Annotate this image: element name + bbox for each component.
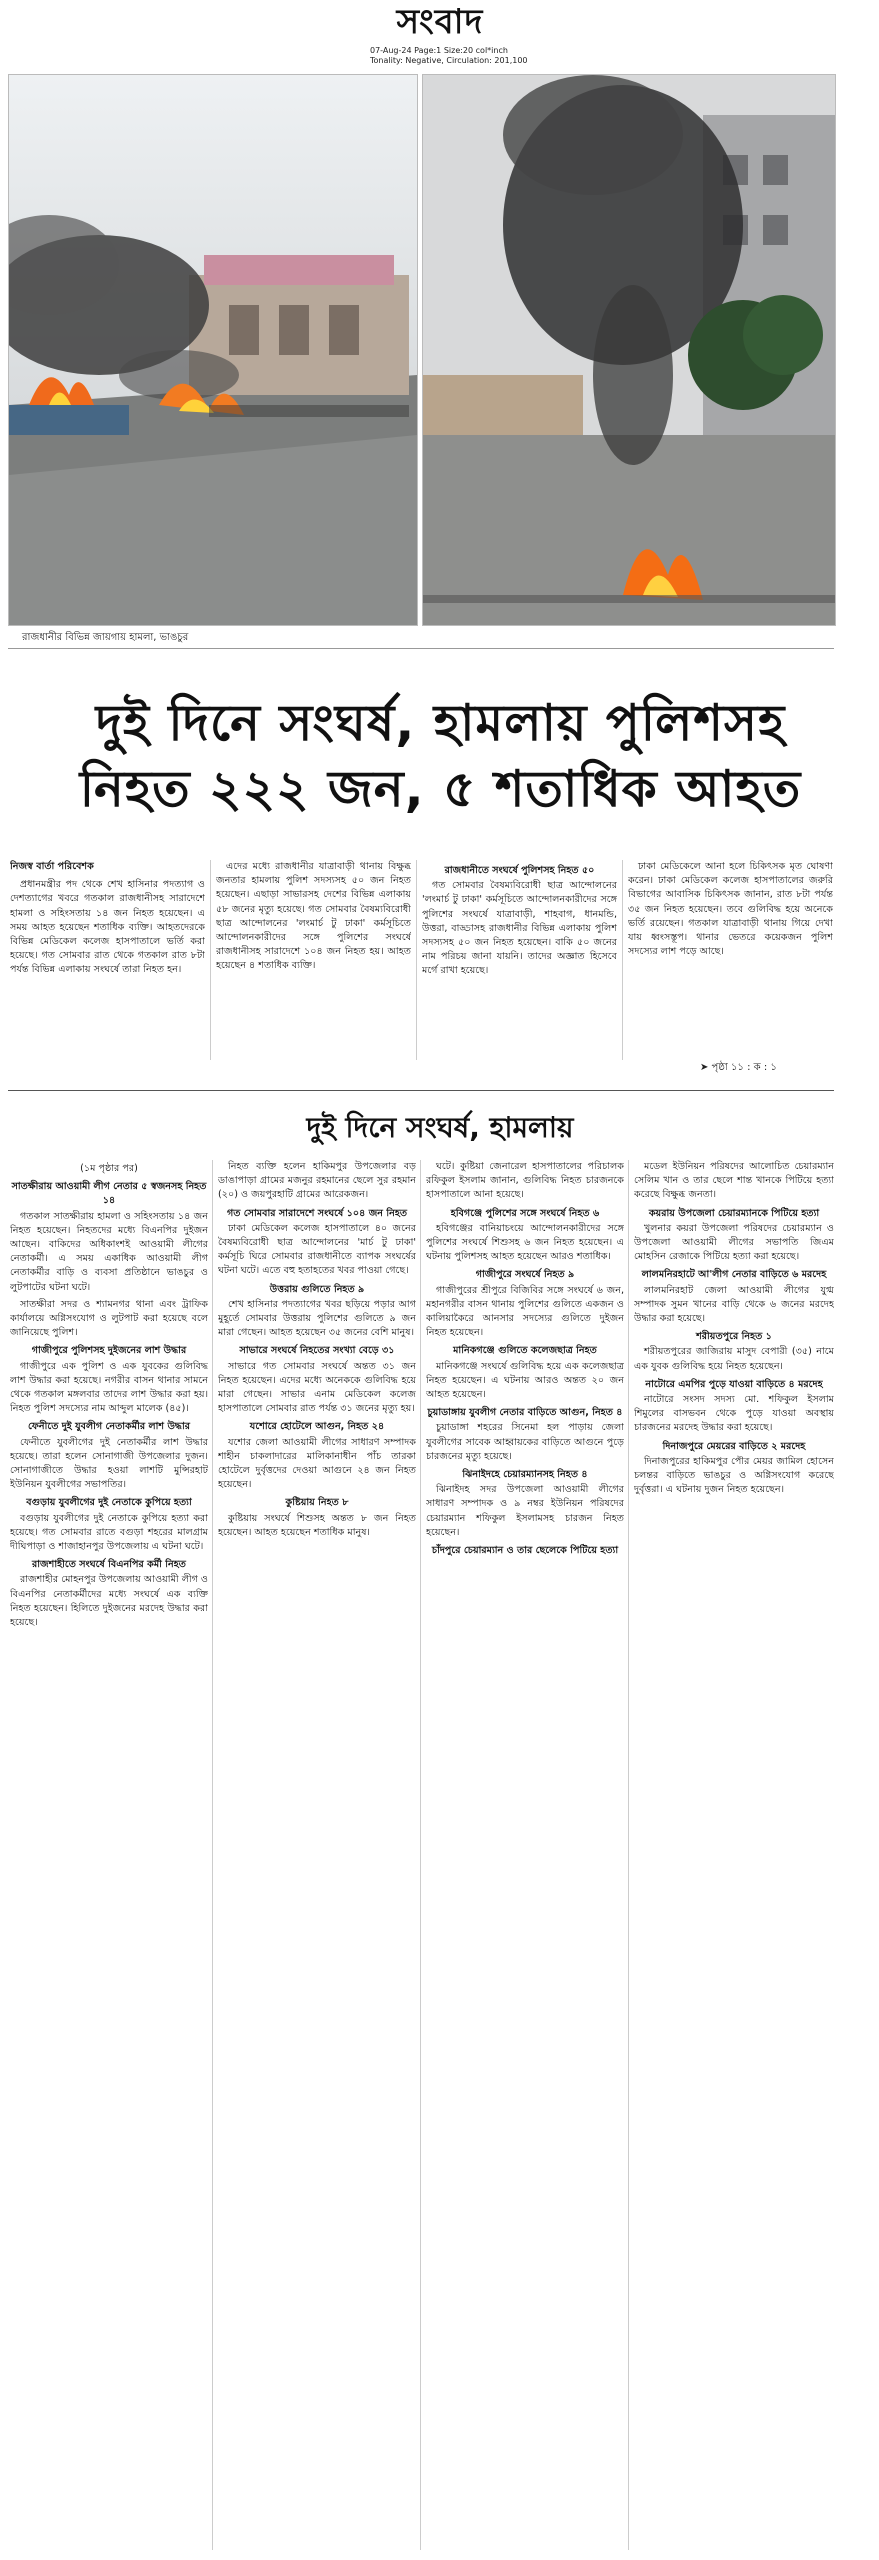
continuation-headline: দুই দিনে সংঘর্ষ, হামলায় <box>306 1111 574 1144</box>
headline-line1: দুই দিনে সংঘর্ষ, হামলায় পুলিশসহ <box>95 694 786 752</box>
article-paragraph: মানিকগঞ্জে সংঘর্ষে গুলিবিদ্ধ হয়ে এক কলেজছাত্র নিহত হয়েছেন। এ ঘটনায় আরও অন্তত ২০ জন আহত হয়েছেন। <box>426 1360 624 1401</box>
article-paragraph: গতকাল সাতক্ষীরায় হামলা ও সহিংসতায় ১৪ জন নিহত হয়েছেন। নিহতদের মধ্যে বিএনপির দুইজন আছেন। বাকিদের অধিকাংশই আওয়ামী লীগের নেতাকর্মী। এ সময় একাধিক আওয়ামী লীগ নেতাকর্মীর বাড়ি ও ব্যবসা প্রতিষ্ঠানে ভাঙচুর ও লুটপাটের ঘটনা ঘটে। <box>10 1210 208 1293</box>
continuation-marker: ➤ পৃষ্ঠা ১১ : ক : ১ <box>700 1062 777 1073</box>
lower-column-2 <box>218 1160 416 2550</box>
divider-top <box>8 648 834 649</box>
section-subheading: যশোরে হোটেলে আগুন, নিহত ২৪ <box>249 1421 385 1433</box>
photo-caption: রাজধানীর বিভিন্ন জায়গায় হামলা, ভাঙচুর <box>22 632 189 643</box>
article-paragraph: গাজীপুরে এক পুলিশ ও এক যুবকের গুলিবিদ্ধ লাশ উদ্ধার করা হয়েছে। নগরীর বাসন থানার সামনে থেকে গতকাল মঙ্গলবার তাদের লাশ উদ্ধার করা হয়। নিহত পুলিশ সদস্যের নাম আব্দুল মালেক (৪৫)। <box>10 1360 208 1415</box>
section-subheading: লালমনিরহাটে আ'লীগ নেতার বাড়িতে ৬ মরদেহ <box>641 1269 827 1281</box>
main-headline <box>18 690 863 822</box>
article-paragraph: গাজীপুরের শ্রীপুরে বিজিবির সঙ্গে সংঘর্ষে ৬ জন, মহানগরীর বাসন থানায় পুলিশের গুলিতে একজন ও কালিয়াকৈরে আনসার সদস্যের গুলিতে দুইজন নিহত হয়েছেন। <box>426 1284 624 1339</box>
upper-column-1 <box>10 860 205 1050</box>
upper-column-4 <box>628 860 833 1050</box>
section-subheading: মানিকগঞ্জে গুলিতে কলেজছাত্র নিহত <box>453 1345 597 1357</box>
article-paragraph: মডেল ইউনিয়ন পরিষদের আলোচিত চেয়ারম্যান সেলিম খান ও তার ছেলে শান্ত খানকে পিটিয়ে হত্যা করেছে বিক্ষুব্ধ জনতা। <box>634 1161 834 1201</box>
section-subheading: হবিগঞ্জে পুলিশের সঙ্গে সংঘর্ষে নিহত ৬ <box>450 1207 600 1219</box>
article-paragraph: নিহত ব্যক্তি হলেন হাকিমপুর উপজেলার বড় ডাঙাপাড়া গ্রামের মজনুর রহমানের ছেলে সুর রহমান (২০) ও জয়পুরহাটি গ্রামের আরেকজন। <box>218 1161 416 1201</box>
section-subheading: দিনাজপুরে মেয়রের বাড়িতে ২ মরদেহ <box>662 1440 806 1452</box>
article-paragraph: দিনাজপুরের হাকিমপুর পৌর মেয়র জামিল হোসেন চলন্তর বাড়িতে ভাঙচুর ও অগ্নিসংযোগ করেছে দুর্বৃত্তরা। এ ঘটনায় দুজন নিহত হয়েছেন। <box>634 1455 834 1496</box>
upper-column-3 <box>422 860 617 1050</box>
column-divider <box>622 860 623 1060</box>
article-paragraph: প্রধানমন্ত্রীর পদ থেকে শেখ হাসিনার পদত্যাগ ও দেশত্যাগের খবরে গতকাল রাজধানীসহ সারাদেশে হামলা ও সহিংসতায় ১৪ জন নিহত হয়েছেন। এ সময় আহত হয়েছেন শতাধিক ব্যক্তি। আহতদেরকে বিভিন্ন মেডিকেল কলেজ হাসপাতালে ভর্তি করা হয়েছে। গত সোমবার রাত থেকে গতকাল রাত ৮টা পর্যন্ত বিভিন্ন এলাকায় সংঘর্ষে তারা নিহত হন। <box>10 879 205 976</box>
section-subheading: উত্তরায় গুলিতে নিহত ৯ <box>269 1283 365 1295</box>
photo-street-fire-right <box>422 74 836 626</box>
section-subheading: শরীয়তপুরে নিহত ১ <box>696 1331 772 1343</box>
column-divider <box>628 1160 629 2550</box>
article-paragraph: খুলনার কয়রা উপজেলা পরিষদের চেয়ারম্যান ও উপজেলা আওয়ামী লীগের সভাপতি জিএম মোহসিন রেজাকে পিটিয়ে হত্যা করা হয়েছে। <box>634 1222 834 1263</box>
headline-line2: নিহত ২২২ জন, ৫ শতাধিক আহত <box>79 760 802 818</box>
clipping-meta <box>370 46 570 66</box>
divider-middle <box>8 1090 834 1091</box>
article-paragraph: ফেনীতে যুবলীগের দুই নেতাকর্মীর লাশ উদ্ধার হয়েছে। তারা হলেন সোনাগাজী উপজেলার দুজন। সোনাগাজীতে উদ্ধার হওয়া লাশটি মুন্সিরহাট ইউনিয়ন যুবলীগের সভাপতির। <box>10 1436 208 1491</box>
section-subheading: কয়রায় উপজেলা চেয়ারম্যানকে পিটিয়ে হত্যা <box>648 1207 820 1219</box>
article-paragraph: যশোর জেলা আওয়ামী লীগের সাধারণ সম্পাদক শাহীন চাকলাদারের মালিকানাধীন পাঁচ তারকা হোটেলে দুর্বৃত্তদের দেওয়া আগুনে ২৪ জন নিহত হয়েছেন। <box>218 1436 416 1491</box>
article-paragraph: ঢাকা মেডিকেলে আনা হলে চিকিৎসক মৃত ঘোষণা করেন। ঢাকা মেডিকেল কলেজ হাসপাতালের জরুরি বিভাগের আবাসিক চিকিৎসক জানান, রাত ৮টা পর্যন্ত ৩৫ জন নিহত হয়েছেন। তবে গুলিবিদ্ধ হয়ে অনেকে ভর্তি রয়েছেন। গতকাল যাত্রাবাড়ী থানায় গিয়ে দেখা যায় ধ্বংসস্তূপ। থানার ভেতরে কয়েকজন পুলিশ সদস্যের লাশ পড়ে আছে। <box>628 861 833 958</box>
section-subheading: গাজীপুরে সংঘর্ষে নিহত ৯ <box>475 1269 575 1281</box>
article-paragraph: গত সোমবার বৈষম্যবিরোধী ছাত্র আন্দোলনের 'লংমার্চ টু ঢাকা' কর্মসূচিতে আন্দোলনকারীদের সঙ্গে পুলিশের সংঘর্ষে যাত্রাবাড়ী, শাহবাগ, ধানমন্ডি, উত্তরা, বাড্ডাসহ রাজধানীর বিভিন্ন এলাকায় পুলিশ সদস্যসহ ৫০ জন নিহত হয়েছেন। বাকি ৫০ জনের নাম পরিচয় জানা যায়নি। তাদের অজ্ঞাত হিসেবে মর্গে রাখা হয়েছে। <box>422 880 617 977</box>
lower-column-4 <box>634 1160 834 2550</box>
section-subheading: কুষ্টিয়ায় নিহত ৮ <box>285 1497 349 1509</box>
section-subheading: ফেনীতে দুই যুবলীগ নেতাকর্মীর লাশ উদ্ধার <box>27 1421 191 1433</box>
section-subheading: ঝিনাইদহে চেয়ারম্যানসহ নিহত ৪ <box>462 1469 588 1481</box>
article-paragraph: চুয়াডাঙ্গা শহরের সিনেমা হল পাড়ায় জেলা যুবলীগের সাবেক আহ্বায়কের বাড়িতে আগুনে পুড়ে চারজনের মৃত্যু হয়েছে। <box>426 1422 624 1462</box>
section-subheading: চাঁদপুরে চেয়ারম্যান ও তার ছেলেকে পিটিয়ে হত্যা <box>431 1545 619 1557</box>
column-divider <box>212 1160 213 2550</box>
masthead <box>0 0 879 74</box>
article-paragraph: বগুড়ায় যুবলীগের দুই নেতাকে কুপিয়ে হত্যা করা হয়েছে। গত সোমবার রাতে বগুড়া শহরের মালগ্রাম দীঘিপাড়া ও শাজাহানপুর উপজেলায় এ ঘটনা ঘটে। <box>10 1512 208 1553</box>
newspaper-logo: সংবাদ <box>396 2 484 42</box>
article-paragraph: রাজশাহীর মোহনপুর উপজেলায় আওয়ামী লীগ ও বিএনপির নেতাকর্মীদের মধ্যে সংঘর্ষে এক ব্যক্তি নিহত হয়েছেন। হিলিতে দুইজনের মরদেহ উদ্ধার করা হয়েছে। <box>10 1574 208 1629</box>
section-subheading: রাজধানীতে সংঘর্ষে পুলিশসহ নিহত ৫০ <box>444 865 595 876</box>
photo-street-fire-left <box>8 74 418 626</box>
column-divider <box>416 860 417 1060</box>
article-paragraph: সাভারে গত সোমবার সংঘর্ষে অন্তত ৩১ জন নিহত হয়েছেন। এদের মধ্যে অনেককে গুলিবিদ্ধ হয়ে মারা গেছেন। সাভার এনাম মেডিকেল কলেজ হাসপাতালে সোমবার রাত পর্যন্ত ৩১ জনের মৃত্যু হয়। <box>218 1360 416 1415</box>
continued-from-label: (১ম পৃষ্ঠার পর) <box>80 1163 138 1174</box>
section-subheading: নাটোরে এমপির পুড়ে যাওয়া বাড়িতে ৪ মরদেহ <box>645 1378 823 1390</box>
section-subheading: সাভারে সংঘর্ষে নিহতের সংখ্যা বেড়ে ৩১ <box>239 1345 395 1357</box>
article-paragraph: শরীয়তপুরের জাজিরায় মাসুদ বেপারী (৩৫) নামে এক যুবক গুলিবিদ্ধ হয়ে নিহত হয়েছেন। <box>634 1346 834 1372</box>
upper-column-2 <box>216 860 411 1050</box>
clipping-meta-line1: 07-Aug-24 Page:1 Size:20 col*inch <box>370 46 508 55</box>
article-paragraph: এদের মধ্যে রাজধানীর যাত্রাবাড়ী থানায় বিক্ষুব্ধ জনতার হামলায় পুলিশ সদস্যসহ ৫০ জন নিহত হয়েছেন। এছাড়া সাভারসহ দেশের বিভিন্ন এলাকায় ৫৮ জনের মৃত্যু হয়েছে। গত সোমবার বৈষম্যবিরোধী ছাত্র আন্দোলনের 'লংমার্চ টু ঢাকা' কর্মসূচিতে আন্দোলনকারীদের সঙ্গে পুলিশের সংঘর্ষে রাজধানীসহ সারাদেশে ১০৪ জন নিহত হয়। আহত হয়েছেন ৪ শতাধিক ব্যক্তি। <box>216 861 411 972</box>
article-paragraph: হবিগঞ্জের বানিয়াচংয়ে আন্দোলনকারীদের সঙ্গে পুলিশের সংঘর্ষে শিশুসহ ৬ জন নিহত হয়েছেন। এ ঘটনায় পুলিশসহ আহত হয়েছেন আরও শতাধিক। <box>426 1222 624 1263</box>
clipping-meta-line2: Tonality: Negative, Circulation: 201,100 <box>370 56 528 65</box>
lower-column-1 <box>10 1160 208 2550</box>
column-divider <box>420 1160 421 2550</box>
article-paragraph: ঢাকা মেডিকেল কলেজ হাসপাতালে ৪০ জনের বৈষম্যবিরোধী ছাত্র আন্দোলনের 'মার্চ টু ঢাকা' কর্মসূচি ঘিরে সোমবার রাজধানীতে ব্যাপক সংঘর্ষের ঘটনা ঘটে। এতে বহু হতাহতের খবর পাওয়া গেছে। <box>218 1222 416 1277</box>
article-paragraph: নাটোরে সংসদ সদস্য মো. শফিকুল ইসলাম শিমুলের বাসভবন থেকে পুড়ে যাওয়া অবস্থায় চারজনের মরদেহ উদ্ধার করা হয়েছে। <box>634 1394 834 1434</box>
section-subheading: রাজশাহীতে সংঘর্ষে বিএনপির কর্মী নিহত <box>32 1559 186 1571</box>
article-paragraph: শেখ হাসিনার পদত্যাগের খবর ছড়িয়ে পড়ার আগ মুহূর্তে সোমবার উত্তরায় পুলিশের গুলিতে ৯ জন মারা গেছেন। আহত হয়েছেন ৩৫ জনের বেশি মানুষ। <box>218 1298 416 1339</box>
section-subheading: চুয়াডাঙ্গায় যুবলীগ নেতার বাড়িতে আগুন, নিহত ৪ <box>427 1407 623 1419</box>
section-subheading: সাতক্ষীরায় আওয়ামী লীগ নেতার ৫ স্বজনসহ নিহত ১৪ <box>11 1181 207 1207</box>
section-subheading: গাজীপুরে পুলিশসহ দুইজনের লাশ উদ্ধার <box>31 1345 187 1357</box>
article-paragraph: কুষ্টিয়ায় সংঘর্ষে শিশুসহ অন্তত ৮ জন নিহত হয়েছেন। আহত হয়েছেন শতাধিক মানুষ। <box>218 1512 416 1538</box>
column-divider <box>210 860 211 1060</box>
article-paragraph: সাতক্ষীরা সদর ও শ্যামনগর থানা এবং ট্রাফিক কার্যালয়ে অগ্নিসংযোগ ও লুটপাট করা হয়েছে বলে জানিয়েছে পুলিশ। <box>10 1298 208 1339</box>
byline: নিজস্ব বার্তা পরিবেশক <box>10 861 94 872</box>
article-paragraph: লালমনিরহাট জেলা আওয়ামী লীগের যুগ্ম সম্পাদক সুমন খানের বাড়ি থেকে ৬ জনের মরদেহ উদ্ধার করা হয়েছে। <box>634 1284 834 1325</box>
article-paragraph: ঝিনাইদহ সদর উপজেলা আওয়ামী লীগের সাধারণ সম্পাদক ও ৯ নম্বর ইউনিয়ন পরিষদের চেয়ারম্যান শফিকুল ইসলামসহ চারজন নিহত হয়েছেন। <box>426 1484 624 1538</box>
section-subheading: গত সোমবার সারাদেশে সংঘর্ষে ১০৪ জন নিহত <box>226 1207 408 1219</box>
section-subheading: বগুড়ায় যুবলীগের দুই নেতাকে কুপিয়ে হত্যা <box>26 1497 192 1509</box>
article-paragraph: ঘটে। কুষ্টিয়া জেনারেল হাসপাতালের পরিচালক রফিকুল ইসলাম জানান, গুলিবিদ্ধ নিহত চারজনকে হাসপাতালে আনা হয়েছে। <box>426 1161 624 1201</box>
lower-column-3 <box>426 1160 624 2550</box>
